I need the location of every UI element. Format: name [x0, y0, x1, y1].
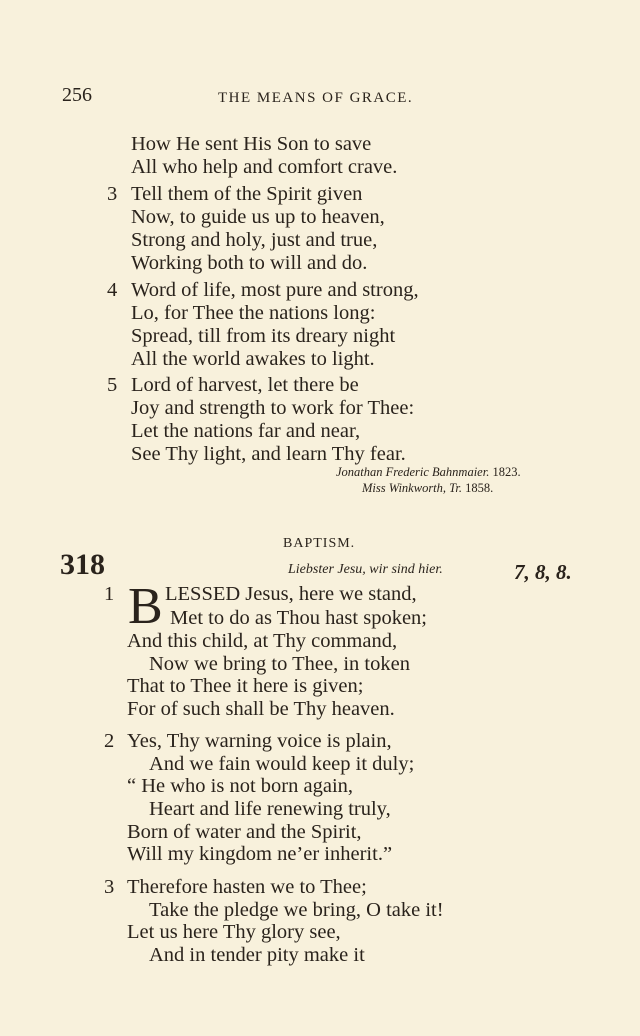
hymn-line: See Thy light, and learn Thy fear.	[131, 443, 406, 465]
hymn-line: Tell them of the Spirit given	[131, 183, 363, 205]
verse-number: 2	[104, 730, 115, 752]
author-year: 1823.	[492, 465, 521, 479]
hymn-line: Now, to guide us up to heaven,	[131, 206, 385, 228]
drop-cap: B	[128, 578, 163, 635]
hymn-line: All the world awakes to light.	[131, 348, 375, 370]
translator-name: Miss Winkworth, Tr.	[362, 481, 463, 495]
hymn-number: 318	[60, 548, 105, 581]
hymn-line: “ He who is not born again,	[127, 775, 354, 797]
hymn-line: Yes, Thy warning voice is plain,	[127, 730, 392, 752]
hymn-line: Born of water and the Spirit,	[127, 821, 362, 843]
hymn-line: Word of life, most pure and strong,	[131, 279, 419, 301]
meter: 7, 8, 8.	[514, 560, 572, 584]
hymn-line: Met to do as Thou hast spoken;	[170, 607, 427, 629]
verse-number: 3	[107, 183, 118, 205]
hymn-line: Lord of harvest, let there be	[131, 374, 359, 396]
running-title: THE MEANS OF GRACE.	[218, 90, 414, 106]
hymn-line: That to Thee it here is given;	[127, 675, 364, 697]
tune-name: Liebster Jesu, wir sind hier.	[288, 562, 443, 577]
page-number: 256	[62, 84, 92, 106]
verse-number: 1	[104, 583, 115, 605]
hymn-line: Joy and strength to work for Thee:	[131, 397, 415, 419]
hymn-line: Heart and life renewing truly,	[149, 798, 391, 820]
verse-number: 3	[104, 876, 115, 898]
hymn-line: Let us here Thy glory see,	[127, 921, 341, 943]
hymn-line: LESSED Jesus, here we stand,	[165, 583, 417, 605]
hymn-line: Let the nations far and near,	[131, 420, 361, 442]
section-title: BAPTISM.	[283, 536, 356, 551]
hymn-line: And this child, at Thy command,	[127, 630, 398, 652]
hymn-line: Working both to will and do.	[131, 252, 368, 274]
hymn-line: Take the pledge we bring, O take it!	[149, 899, 444, 921]
hymn-line: And we fain would keep it duly;	[149, 753, 415, 775]
verse-number: 4	[107, 279, 118, 301]
hymn-line: All who help and comfort crave.	[131, 156, 398, 178]
hymn-line: How He sent His Son to save	[131, 133, 372, 155]
hymn-line: Strong and holy, just and true,	[131, 229, 378, 251]
hymn-line: Lo, for Thee the nations long:	[131, 302, 376, 324]
translator-attribution	[362, 481, 493, 496]
hymn-line: Therefore hasten we to Thee;	[127, 876, 367, 898]
hymn-line: Now we bring to Thee, in token	[149, 653, 410, 675]
author-name: Jonathan Frederic Bahnmaier.	[336, 465, 490, 479]
verse-number: 5	[107, 374, 118, 396]
translator-year: 1858.	[465, 481, 494, 495]
hymn-line: Spread, till from its dreary night	[131, 325, 396, 347]
hymn-line: For of such shall be Thy heaven.	[127, 698, 395, 720]
hymn-line: Will my kingdom ne’er inherit.”	[127, 843, 393, 865]
author-attribution	[336, 465, 521, 480]
hymn-line: And in tender pity make it	[149, 944, 365, 966]
